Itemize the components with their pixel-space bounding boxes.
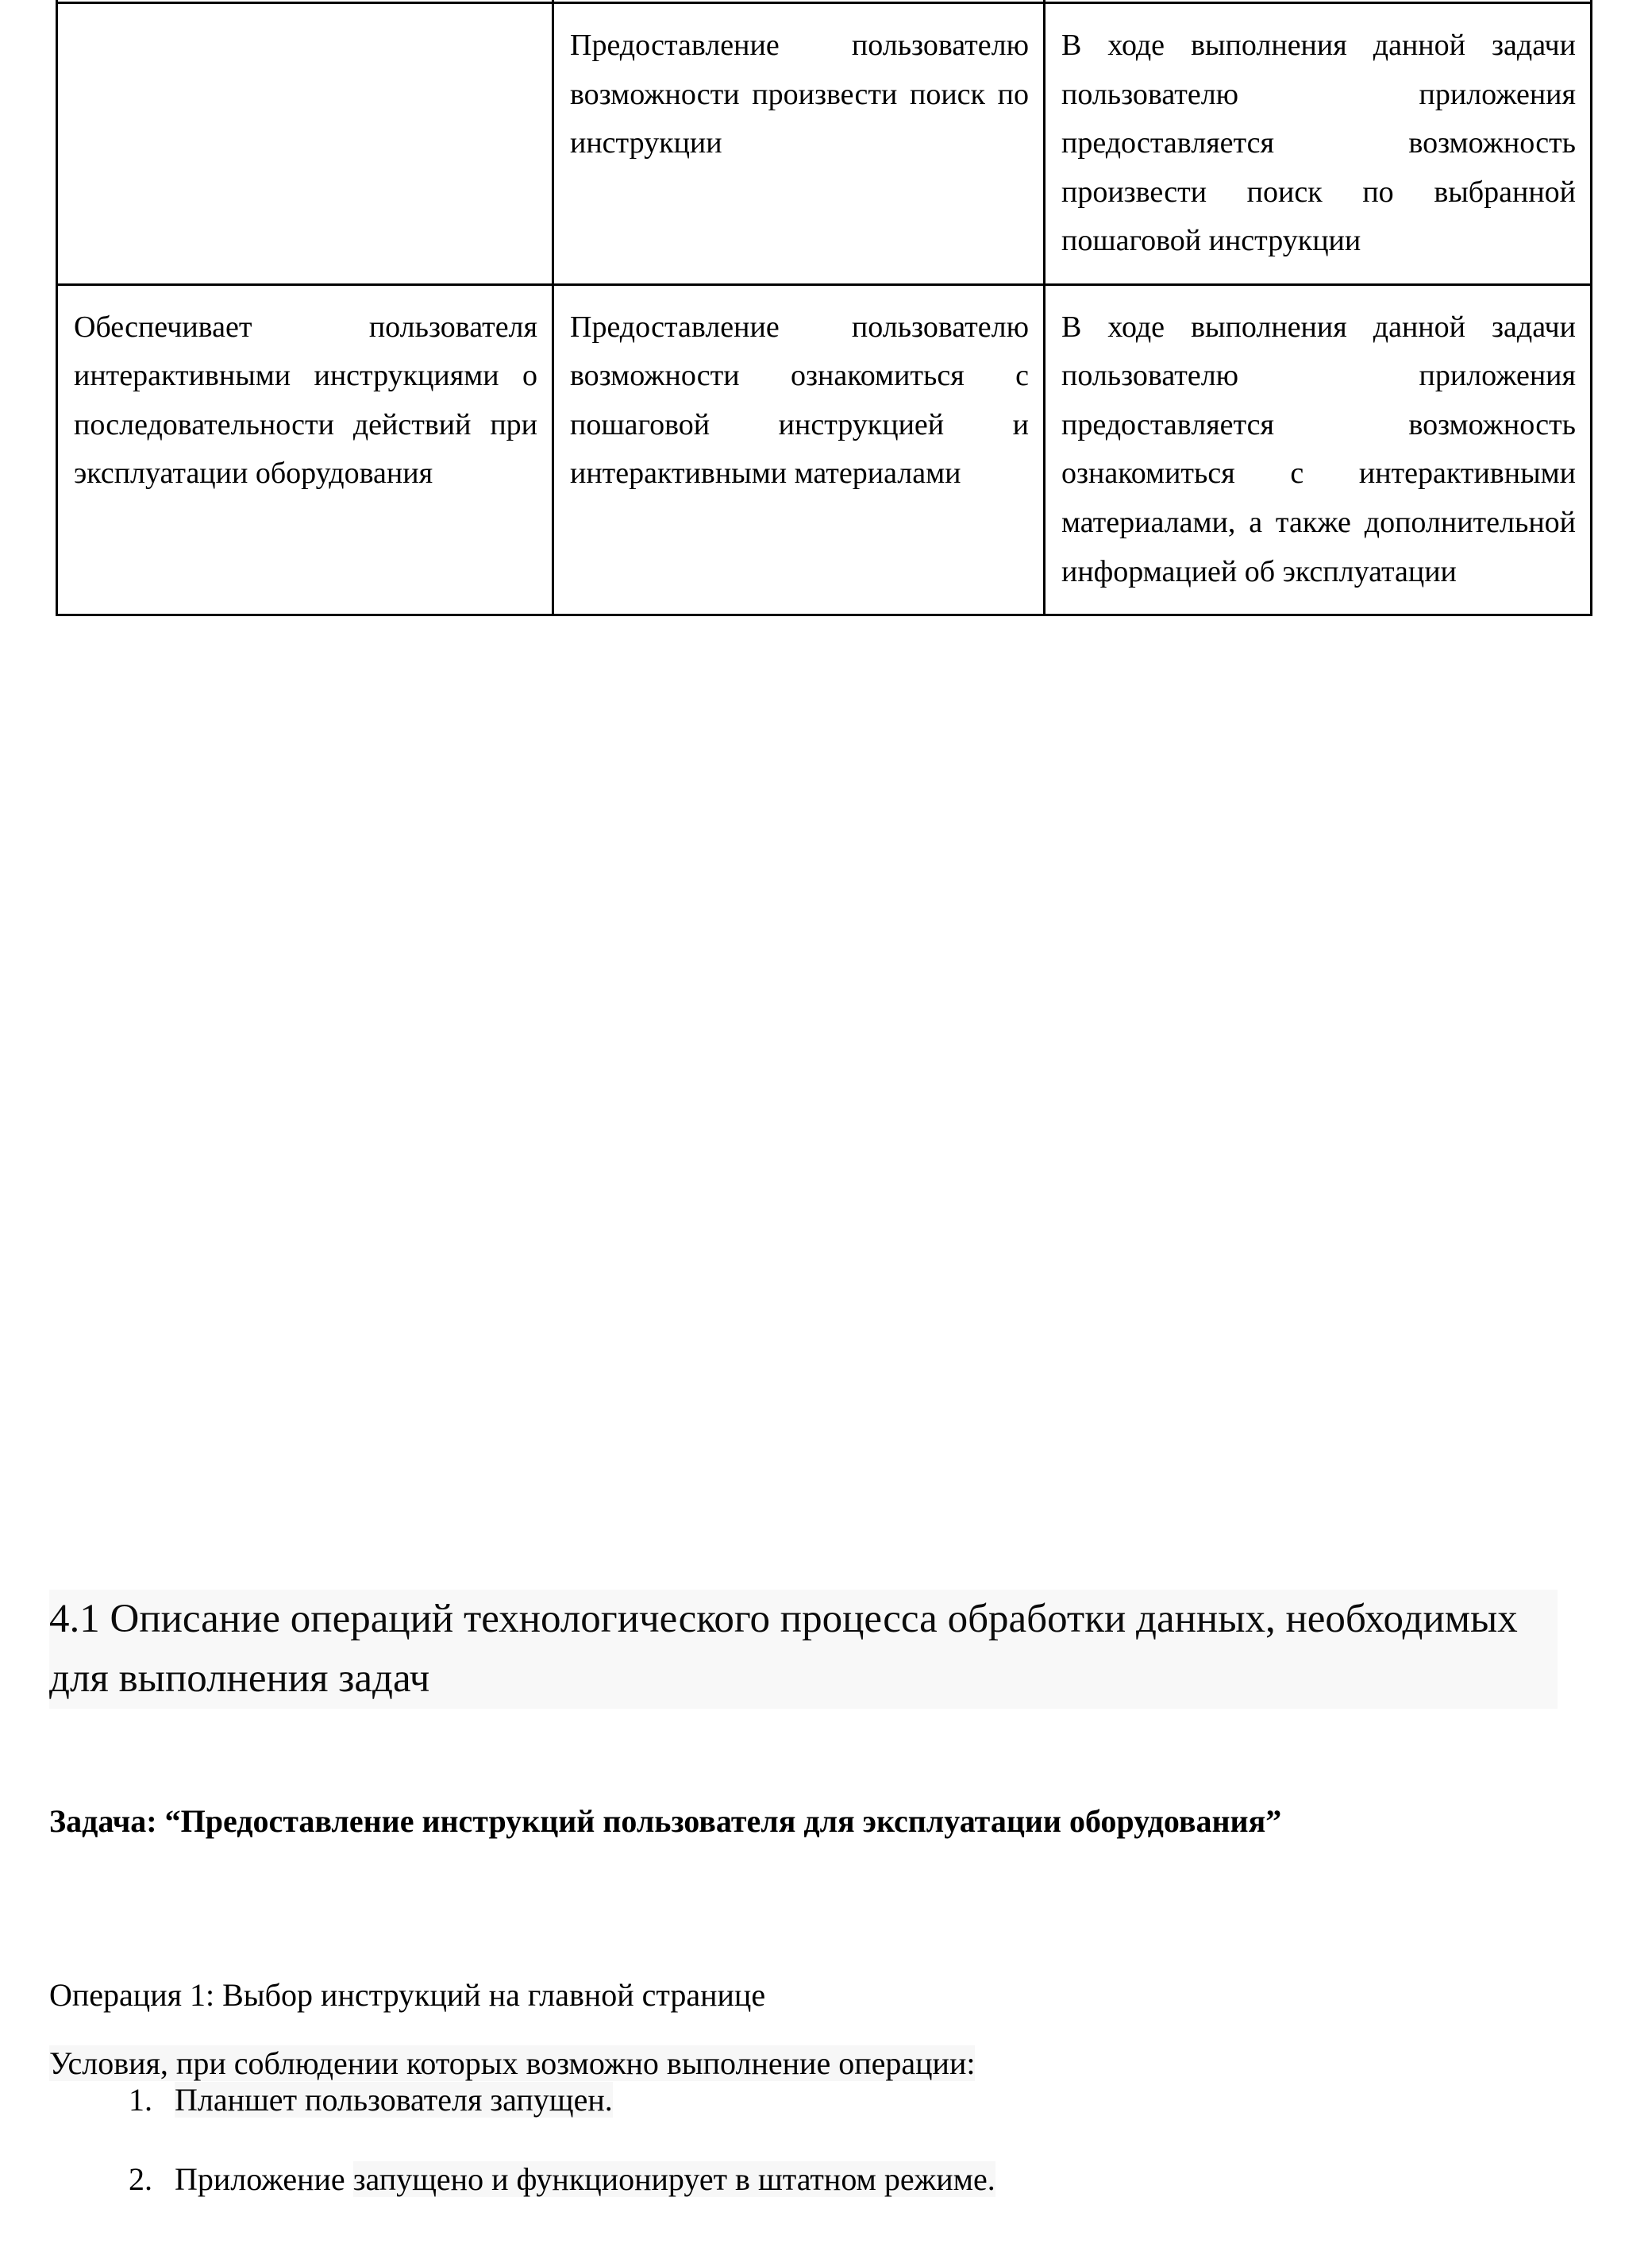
list-item-highlighted: Планшет пользователя запущен. [175, 2082, 613, 2118]
list-item [160, 2076, 1652, 2125]
table-row [57, 284, 1592, 615]
table-row [57, 3, 1592, 285]
table-cell-function [57, 3, 553, 285]
table-cell-function: Обеспечивает пользователя интерактивными инструкциями о последовательности действий при эксплуатации оборудования [57, 284, 553, 615]
list-item-plain: Приложение [175, 2161, 353, 2197]
task-title: Задача: “Предоставление инструкций пользователя для эксплуатации оборудования” [49, 1803, 1282, 1839]
operation-1-title: Операция 1: Выбор инструкций на главной странице [49, 1977, 766, 2013]
functions-tasks-table [56, 0, 1592, 616]
table-cell-task: Предоставление пользователю возможности ознакомиться с пошаговой инструкцией и интерактивными материалами [553, 284, 1045, 615]
table-cell-description: В ходе выполнения данной задачи пользователю приложения предоставляется возможность ознакомиться с интерактивными материалами, а также дополнительной информацией об эксплуатации [1045, 284, 1592, 615]
table-cell-description: В ходе выполнения данной задачи пользователю приложения предоставляется возможность произвести поиск по выбранной пошаговой инструкции [1045, 3, 1592, 285]
table-body [57, 0, 1592, 615]
conditions-intro-text: Условия, при соблюдении которых возможно выполнение операции: [49, 2045, 976, 2081]
section-heading-4-1: 4.1 Описание операций технологического процесса обработки данных, необходимых для выполнения задач [49, 1590, 1558, 1709]
table-cell-task: Предоставление пользователю возможности произвести поиск по инструкции [553, 3, 1045, 285]
list-item [160, 2155, 1652, 2204]
conditions-list [49, 2076, 1652, 2234]
list-item-highlighted: запущено и функционирует в штатном режиме. [352, 2161, 995, 2197]
